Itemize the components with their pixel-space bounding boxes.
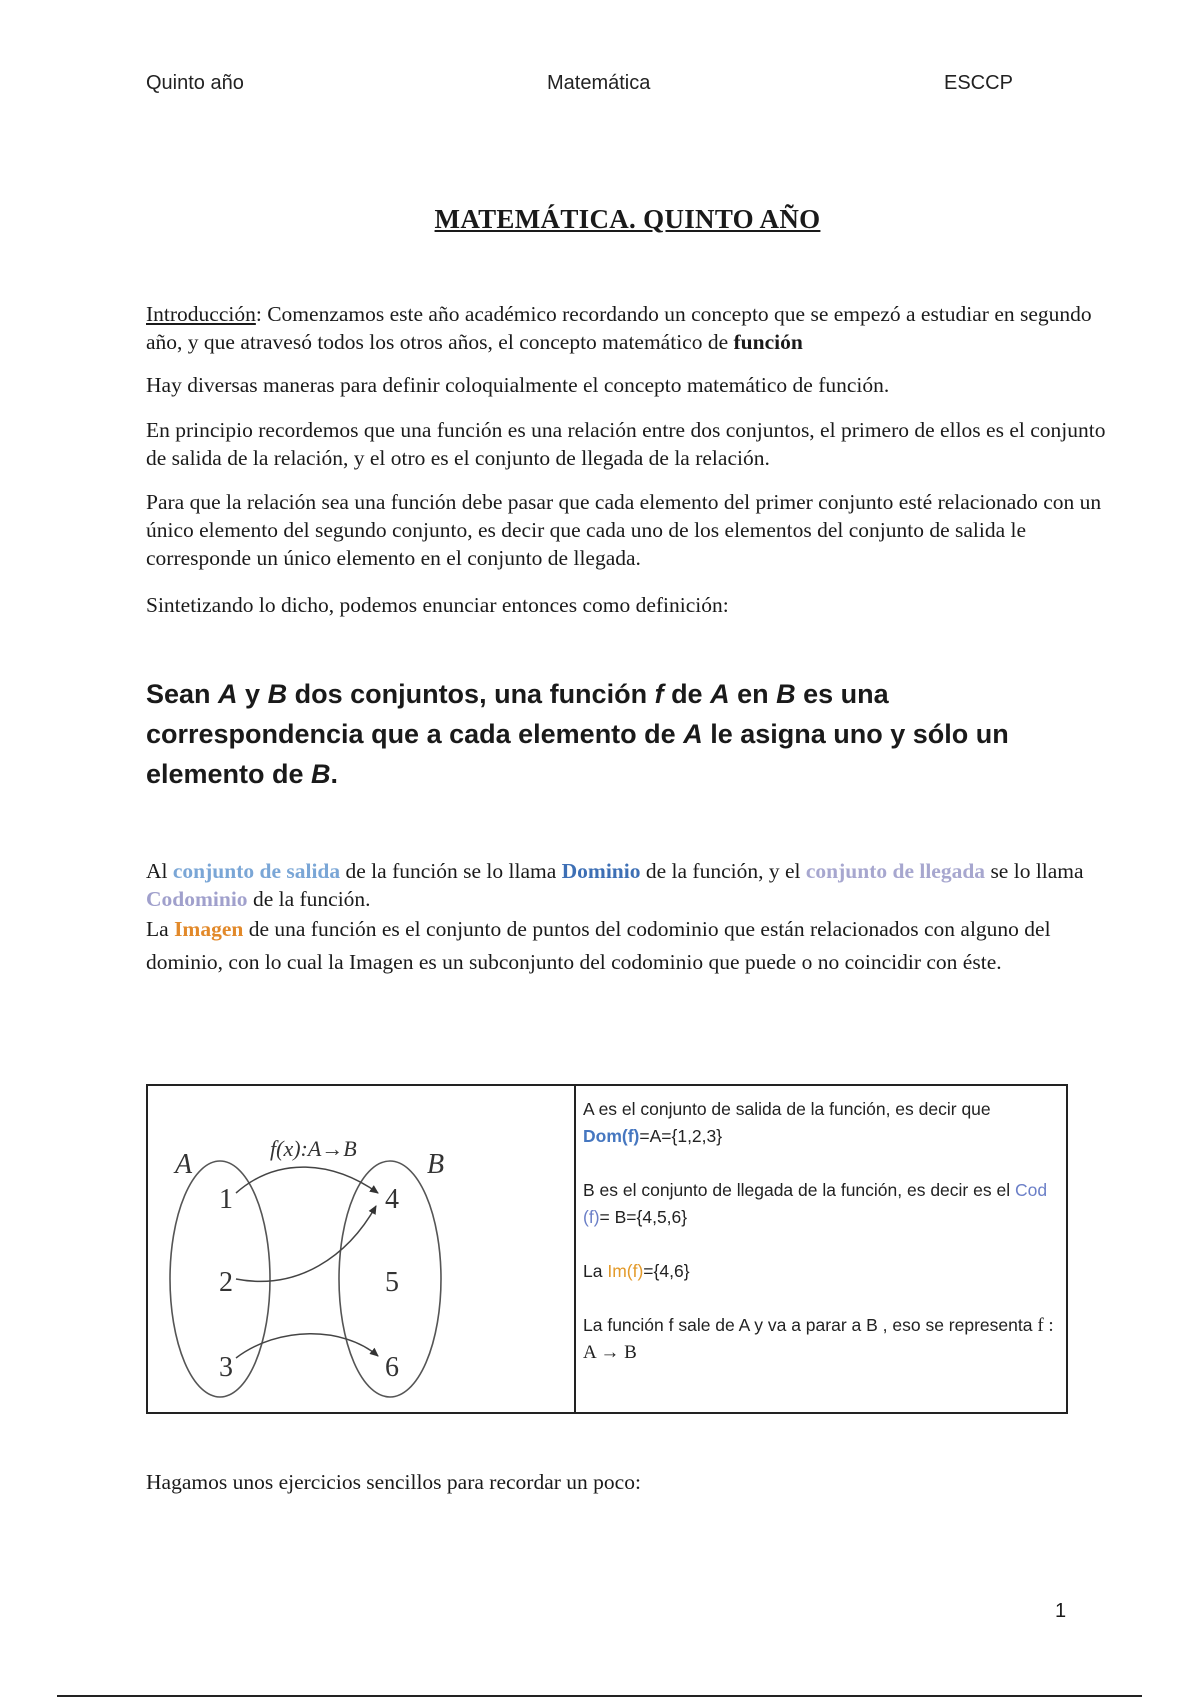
dom-text: de la función. xyxy=(247,887,371,911)
header-left: Quinto año xyxy=(146,72,244,94)
a-element: 2 xyxy=(219,1267,233,1298)
term-codominio: Codominio xyxy=(146,887,248,911)
def-set-a: A xyxy=(683,719,703,749)
def-text: dos conjuntos, una función xyxy=(287,679,655,709)
def-text: de xyxy=(663,679,711,709)
page-number: 1 xyxy=(1055,1600,1067,1622)
a-element: 3 xyxy=(219,1352,233,1383)
paragraph-3: En principio recordemos que una función es una relación entre dos conjuntos, el primero de ellos es el conjunto de salida de la relación, y el otro es el conjunto de llegada de la relación. xyxy=(146,418,1106,470)
cod-term: Cod (f) xyxy=(583,1180,1048,1227)
dom-value: =A={1,2,3} xyxy=(639,1126,723,1146)
set-a-label: A xyxy=(175,1149,193,1180)
img-text: La xyxy=(146,917,175,941)
def-text: y xyxy=(237,679,268,709)
paragraph-4: Para que la relación sea una función debe pasar que cada elemento del primer conjunto esté relacionado con un único elemento del segundo conjunto, es decir que cada uno de los elementos del conjunto de salida le corresponde un único elemento en el conjunto de llegada. xyxy=(146,490,1102,570)
im-value: ={4,6} xyxy=(643,1261,690,1281)
box-text: La función f sale de A y va a parar a B , eso se representa xyxy=(583,1315,1038,1335)
function-label: f(x):A→B xyxy=(270,1136,357,1161)
box-line-mapping xyxy=(583,1312,1061,1366)
arrow-2-to-4 xyxy=(236,1206,376,1281)
dom-text: se lo llama xyxy=(985,859,1084,883)
intro-sep: : xyxy=(255,302,262,326)
dom-text: de la función, y el xyxy=(640,859,806,883)
mapping-notation: f : A → B xyxy=(583,1315,1054,1363)
def-f: f xyxy=(654,679,664,709)
box-line-image xyxy=(583,1258,1061,1285)
term-dominio: Dominio xyxy=(561,859,641,883)
paragraph-5: Sintetizando lo dicho, podemos enunciar entonces como definición: xyxy=(146,593,729,617)
box-explanation xyxy=(583,1096,1061,1366)
def-set-a: A xyxy=(710,679,730,709)
domain-paragraph xyxy=(146,857,1106,913)
term-conjunto-salida: conjunto de salida xyxy=(172,859,341,883)
dom-text: de la función se lo llama xyxy=(340,859,562,883)
function-definition xyxy=(146,674,1106,794)
box-text: A es el conjunto de salida de la función, es decir que xyxy=(583,1099,991,1119)
box-text: La xyxy=(583,1261,608,1281)
header-center: Matemática xyxy=(547,72,651,94)
def-set-b: B xyxy=(776,679,796,709)
function-example-box xyxy=(146,1084,1068,1414)
img-text: de una función es el conjunto de puntos del codominio que están relacionados con alguno del dominio, con lo cual la Imagen es un subconjunto del codominio que puede o no coincidir con éste. xyxy=(146,917,1051,974)
term-imagen: Imagen xyxy=(174,917,244,941)
image-paragraph xyxy=(146,913,1106,979)
footer-divider xyxy=(57,1695,1142,1697)
def-set-a: A xyxy=(218,679,238,709)
im-term: Im(f) xyxy=(607,1261,644,1281)
exercise-intro: Hagamos unos ejercicios sencillos para recordar un poco: xyxy=(146,1470,641,1494)
def-text: le asigna uno y sólo un elemento de xyxy=(146,719,1009,789)
def-text: es una correspondencia que a cada elemento de xyxy=(146,679,889,749)
cod-value: = B={4,5,6} xyxy=(599,1207,688,1227)
intro-label: Introducción xyxy=(146,302,256,326)
def-text: en xyxy=(729,679,777,709)
b-element: 6 xyxy=(385,1352,399,1383)
b-element: 5 xyxy=(385,1267,399,1298)
set-b-label: B xyxy=(427,1149,445,1180)
def-set-b: B xyxy=(267,679,288,709)
dom-text: Al xyxy=(146,859,173,883)
page-title: MATEMÁTICA. QUINTO AÑO xyxy=(434,204,821,234)
intro-paragraph xyxy=(146,300,1106,356)
def-text: Sean xyxy=(146,679,219,709)
header-right: ESCCP xyxy=(944,72,1013,94)
intro-text: Comenzamos este año académico recordando un concepto que se empezó a estudiar en segundo año, y que atravesó todos los otros años, el concepto matemático de xyxy=(146,302,1092,354)
arrow-3-to-6 xyxy=(236,1334,378,1358)
def-text: . xyxy=(330,759,339,789)
b-element: 4 xyxy=(385,1184,399,1215)
box-divider xyxy=(574,1086,576,1412)
paragraph-2: Hay diversas maneras para definir coloquialmente el concepto matemático de función. xyxy=(146,373,890,397)
box-line-domain xyxy=(583,1096,1061,1150)
def-set-b: B xyxy=(311,759,331,789)
term-conjunto-llegada: conjunto de llegada xyxy=(805,859,986,883)
box-text: B es el conjunto de llegada de la función, es decir es el xyxy=(583,1180,1015,1200)
function-diagram xyxy=(148,1086,574,1412)
intro-bold-word: función xyxy=(733,330,803,354)
dom-term: Dom(f) xyxy=(583,1126,640,1146)
box-line-codomain xyxy=(583,1177,1061,1231)
a-element: 1 xyxy=(219,1184,233,1215)
